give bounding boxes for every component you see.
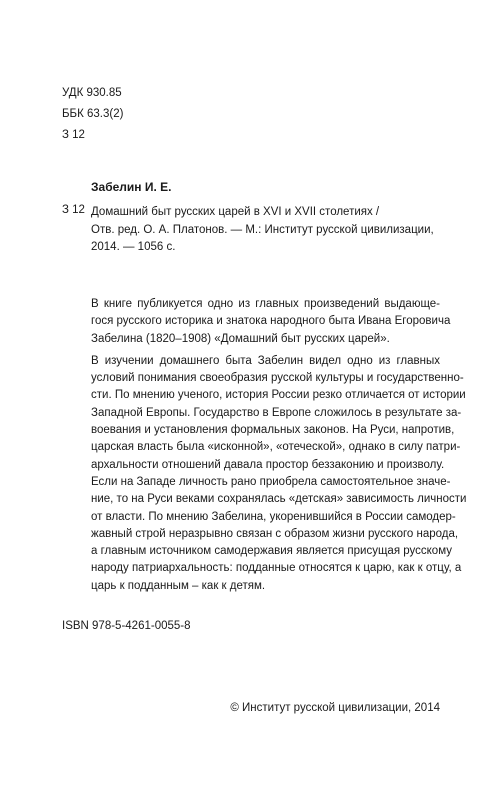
record-author-mark: З 12 xyxy=(62,204,85,216)
annotation-line: условий понимания своеобразия русской культуры и государственно- xyxy=(91,372,464,385)
author-mark: З 12 xyxy=(62,129,85,141)
annotation-line: сти. По мнению ученого, история России резко отличается от истории xyxy=(91,389,466,402)
record-line: Отв. ред. О. А. Платонов. — М.: Институт русской цивилизации, xyxy=(91,223,434,236)
record-line: Домашний быт русских царей в XVI и XVII столетиях / xyxy=(91,206,380,218)
annotation-line: жавный строй неразрывно связан с образом жизни русского народа, xyxy=(91,527,459,540)
annotation-line: В книге публикуется одно из главных произведений выдающе- xyxy=(91,298,440,310)
record-line: 2014. — 1056 с. xyxy=(91,241,176,253)
copyright-notice: © Институт русской цивилизации, 2014 xyxy=(230,702,440,714)
annotation-line: а главным источником самодержавия является присущая русскому xyxy=(91,545,452,558)
udk-index: УДК 930.85 xyxy=(62,87,122,99)
annotation-line: ние, то на Руси веками сохранялась «детская» зависимость личности xyxy=(91,493,467,506)
annotation-paragraph-2 xyxy=(91,353,467,595)
annotation-line: воевания и установления формальных законов. На Руси, напротив, xyxy=(91,424,455,437)
isbn: ISBN 978-5-4261-0055-8 xyxy=(62,620,191,632)
annotation xyxy=(91,296,467,600)
record-author: Забелин И. Е. xyxy=(91,180,172,194)
annotation-line: Забелина (1820–1908) «Домашний быт русских царей». xyxy=(91,332,390,345)
annotation-line: царь к подданным – как к детям. xyxy=(91,579,266,592)
annotation-line: от власти. По мнению Забелина, укоренившийся в России самодер- xyxy=(91,510,456,523)
annotation-line: В изучении домашнего быта Забелин видел одно из главных xyxy=(91,354,440,367)
annotation-line: Если на Западе личность рано приобрела самостоятельное значе- xyxy=(91,475,451,488)
annotation-line: Западной Европы. Государство в Европе сложилось в результате за- xyxy=(91,406,462,419)
classification-block xyxy=(62,83,123,146)
record-description xyxy=(91,204,440,257)
annotation-paragraph-1 xyxy=(91,296,451,348)
annotation-line: царская власть была «исконной», «отеческой», однако в силу патри- xyxy=(91,441,461,454)
annotation-line: архальности отношений давала простор беззаконию и произволу. xyxy=(91,458,445,471)
annotation-line: народу патриархальность: подданные относятся к царю, как к отцу, а xyxy=(91,562,462,575)
bbk-index: ББК 63.3(2) xyxy=(62,108,124,120)
annotation-line: гося русского историка и знатока народного быта Ивана Егоровича xyxy=(91,315,451,328)
